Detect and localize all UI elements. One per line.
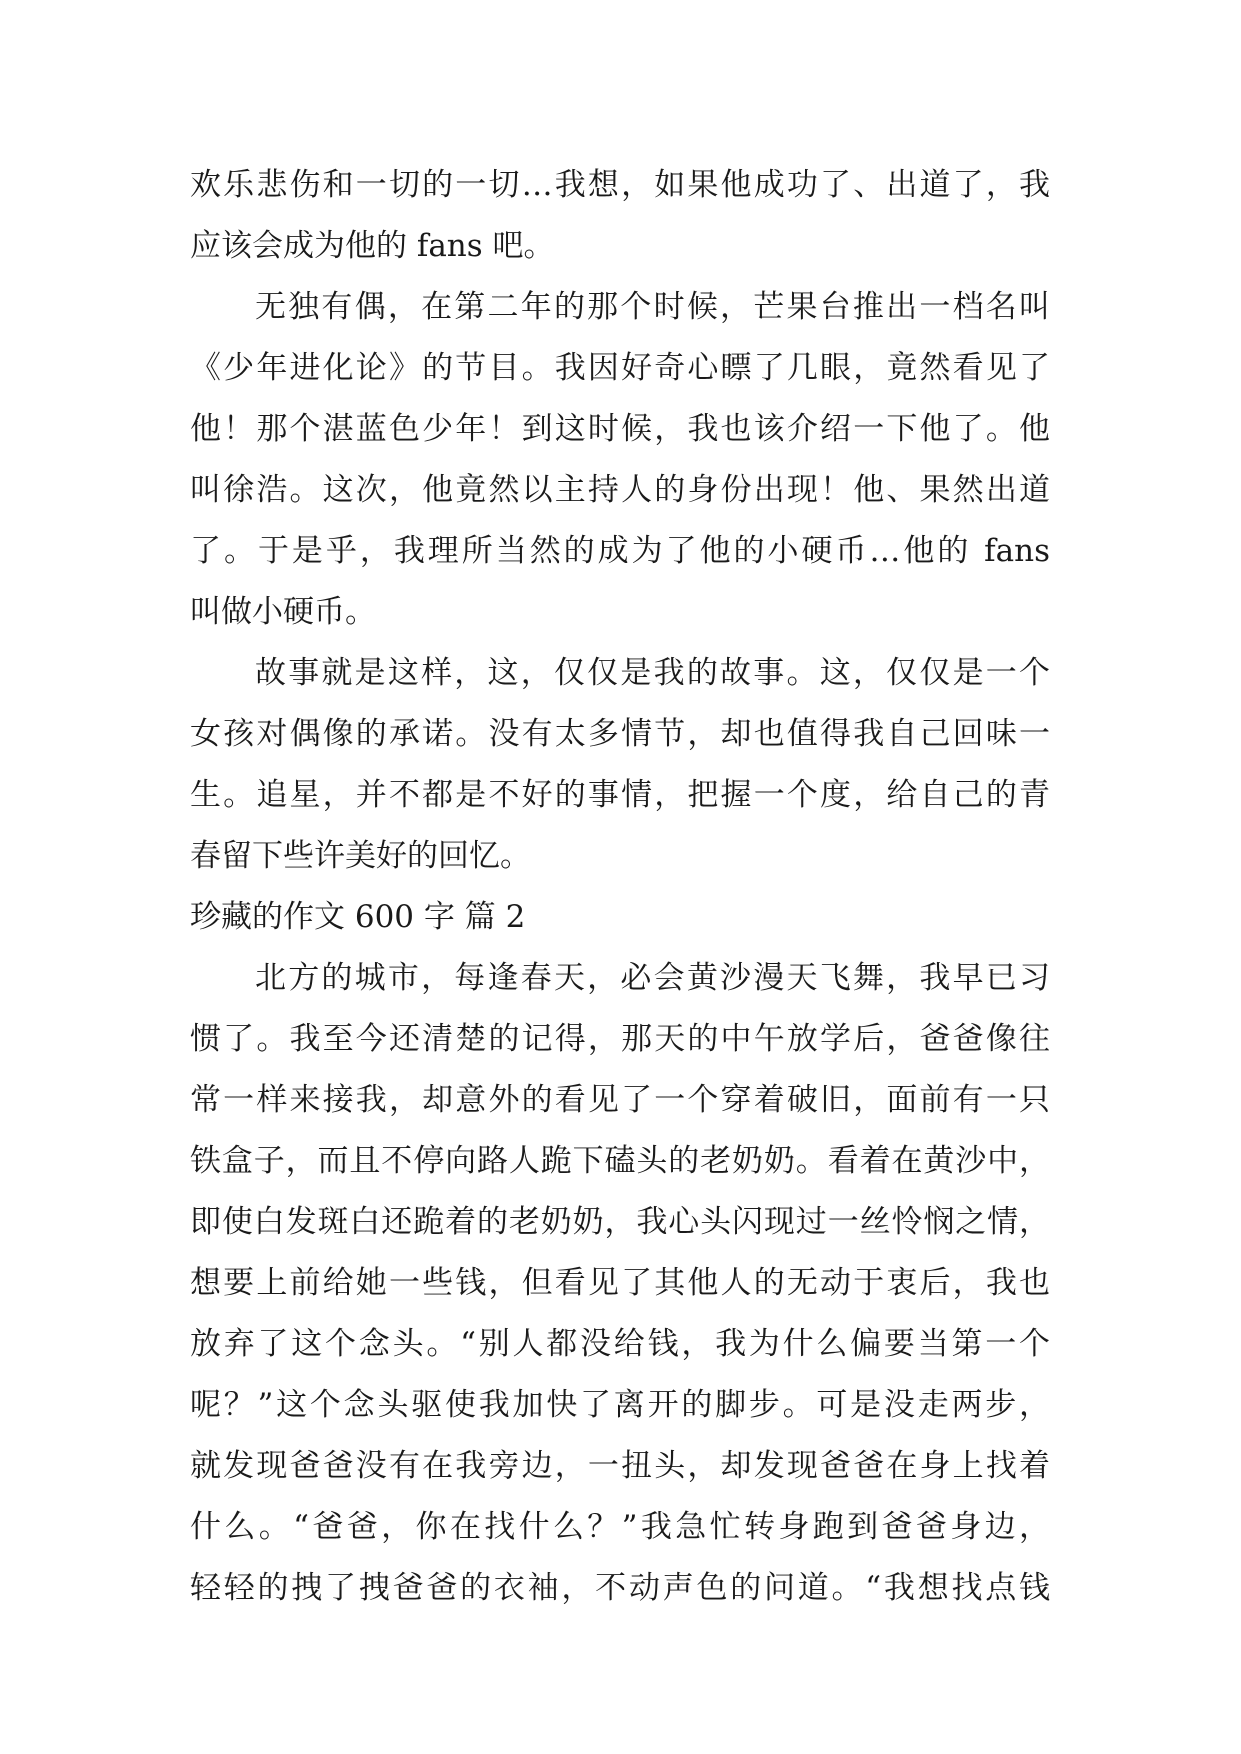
paragraph-line: 《少年进化论》的节目。我因好奇心瞟了几眼，竟然看见了 xyxy=(190,350,1050,386)
paragraph-line: 放弃了这个念头。“别人都没给钱，我为什么偏要当第一个 xyxy=(190,1326,1050,1362)
paragraph-line: 欢乐悲伤和一切的一切…我想，如果他成功了、出道了，我 xyxy=(190,167,1050,203)
paragraph-line: 就发现爸爸没有在我旁边，一扭头，却发现爸爸在身上找着 xyxy=(190,1448,1050,1484)
paragraph-line: 惯了。我至今还清楚的记得，那天的中午放学后，爸爸像往 xyxy=(190,1021,1050,1057)
paragraph-line: 故事就是这样，这，仅仅是我的故事。这，仅仅是一个 xyxy=(255,655,1050,691)
paragraph-line: 呢？”这个念头驱使我加快了离开的脚步。可是没走两步， xyxy=(190,1387,1050,1423)
paragraph-line: 女孩对偶像的承诺。没有太多情节，却也值得我自己回味一 xyxy=(190,716,1050,752)
paragraph-line: 想要上前给她一些钱，但看见了其他人的无动于衷后，我也 xyxy=(190,1265,1050,1301)
paragraph-line: 常一样来接我，却意外的看见了一个穿着破旧，面前有一只 xyxy=(190,1082,1050,1118)
paragraph-line: 即使白发斑白还跪着的老奶奶，我心头闪现过一丝怜悯之情， xyxy=(190,1204,1050,1240)
paragraph-line: 了。于是乎，我理所当然的成为了他的小硬币…他的 fans xyxy=(190,533,1050,569)
paragraph-line: 北方的城市，每逢春天，必会黄沙漫天飞舞，我早已习 xyxy=(255,960,1050,996)
paragraph-line: 春留下些许美好的回忆。 xyxy=(190,838,531,874)
paragraph-line: 应该会成为他的 fans 吧。 xyxy=(190,228,555,264)
paragraph-line: 轻轻的拽了拽爸爸的衣袖，不动声色的问道。“我想找点钱 xyxy=(190,1570,1050,1606)
paragraph-line: 叫做小硬币。 xyxy=(190,594,376,630)
paragraph-line: 生。追星，并不都是不好的事情，把握一个度，给自己的青 xyxy=(190,777,1050,813)
section-heading: 珍藏的作文 600 字 篇 2 xyxy=(190,899,526,935)
paragraph-line: 他！那个湛蓝色少年！到这时候，我也该介绍一下他了。他 xyxy=(190,411,1050,447)
paragraph-line: 什么。“爸爸，你在找什么？”我急忙转身跑到爸爸身边， xyxy=(190,1509,1050,1545)
paragraph-line: 叫徐浩。这次，他竟然以主持人的身份出现！他、果然出道 xyxy=(190,472,1050,508)
paragraph-line: 无独有偶，在第二年的那个时候，芒果台推出一档名叫 xyxy=(255,289,1050,325)
paragraph-line: 铁盒子，而且不停向路人跪下磕头的老奶奶。看着在黄沙中， xyxy=(190,1143,1050,1179)
